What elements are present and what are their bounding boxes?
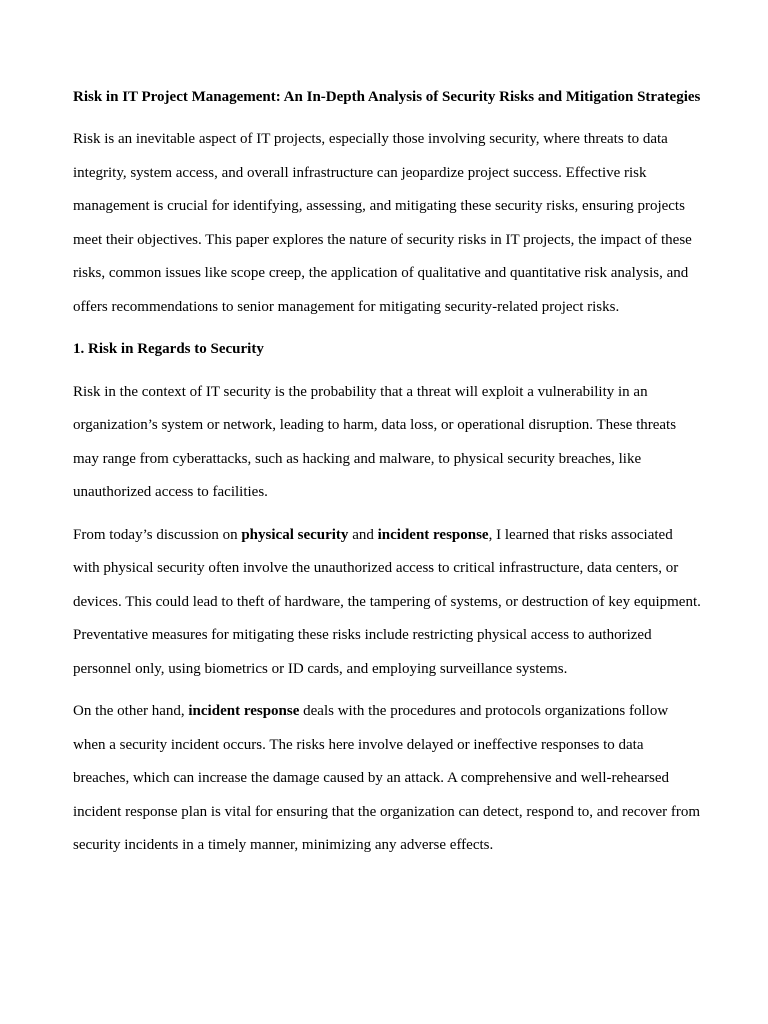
text-run: and xyxy=(348,526,378,543)
text-run: deals with the procedures and protocols organizations follow when a security incident occurs. The risks here involve delayed or ineffective responses to data breaches, which can increase the damage caused by an attack. A comprehensive and well-rehearsed incident response plan is vital for ensuring that the organization can detect, respond to, and recover from security incidents in a timely manner, minimizing any adverse effects. xyxy=(73,703,701,853)
incident-response-paragraph xyxy=(73,695,703,863)
bold-term-incident-response: incident response xyxy=(188,703,300,719)
document-title: Risk in IT Project Management: An In-Depth Analysis of Security Risks and Mitigation Strategies xyxy=(73,89,701,105)
text-run: , I learned that risks associated with physical security often involve the unauthorized access to critical infrastructure, data centers, or devices. This could lead to theft of hardware, the tampering of systems, or destruction of key equipment. Preventative measures for mitigating these risks include restricting physical access to authorized personnel only, using biometrics or ID cards, and employing surveillance systems. xyxy=(73,526,701,677)
intro-paragraph: Risk is an inevitable aspect of IT projects, especially those involving security, where threats to data integrity, system access, and overall infrastructure can jeopardize project success. Effective risk management is crucial for identifying, assessing, and mitigating these security risks, ensuring projects meet their objectives. This paper explores the nature of security risks in IT projects, the impact of these risks, common issues like scope creep, the application of qualitative and quantitative risk analysis, and offers recommendations to senior management for mitigating security-related project risks. xyxy=(73,131,692,315)
bold-term-physical-security: physical security xyxy=(241,526,349,543)
physical-security-paragraph xyxy=(73,519,703,687)
security-risk-paragraph: Risk in the context of IT security is the probability that a threat will exploit a vulnerability in an organization’s system or network, leading to harm, data loss, or operational disruption. These threats may range from cyberattacks, such as hacking and malware, to physical security breaches, like unauthorized access to facilities. xyxy=(73,383,677,500)
text-run: From today’s discussion on xyxy=(73,526,242,543)
document-body xyxy=(73,80,703,872)
bold-term-incident-response: incident response xyxy=(377,526,489,543)
section-heading: 1. Risk in Regards to Security xyxy=(73,341,264,357)
text-run: On the other hand, xyxy=(73,703,189,719)
